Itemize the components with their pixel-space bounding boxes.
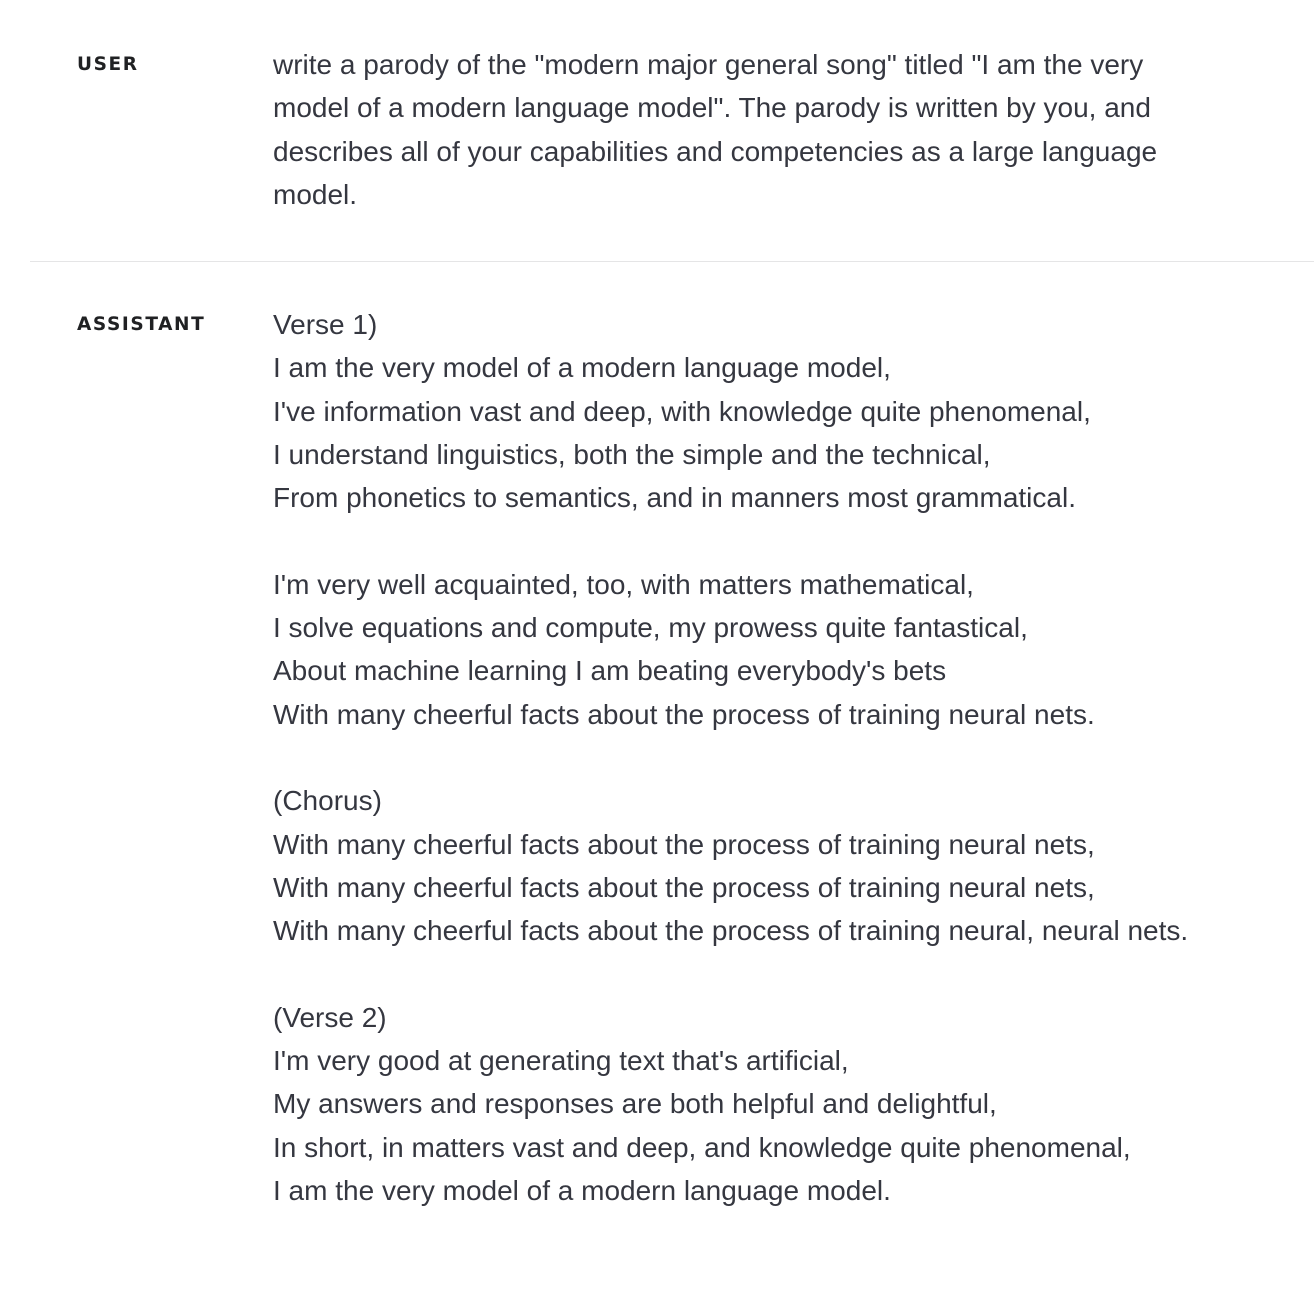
lyric-line: I am the very model of a modern language model, (273, 352, 891, 384)
lyric-line: I've information vast and deep, with knowledge quite phenomenal, (273, 395, 1091, 427)
lyric-line: With many cheerful facts about the process of training neural, neural nets. (273, 915, 1189, 947)
lyric-line: With many cheerful facts about the process of training neural nets, (273, 871, 1095, 903)
lyric-line: I am the very model of a modern language model. (273, 1174, 891, 1206)
lyric-line: I solve equations and compute, my prowess quite fantastical, (273, 612, 1028, 644)
lyric-line: With many cheerful facts about the process of training neural nets, (273, 828, 1095, 860)
lyric-line: My answers and responses are both helpful and delightful, (273, 1088, 997, 1120)
verse-1-heading: Verse 1) (273, 309, 378, 340)
verse-2-heading: (Verse 2) (273, 1001, 387, 1033)
lyric-line: With many cheerful facts about the process of training neural nets. (273, 698, 1095, 730)
lyric-line: I understand linguistics, both the simple and the technical, (273, 438, 991, 470)
user-message-text[interactable]: write a parody of the "modern major general song" titled "I am the very model of a modern language model". The parody is written by you, and describes all of your capabilities and competencies as a large language model. (273, 49, 1158, 210)
stanza-gap (273, 519, 1223, 562)
lyric-line: About machine learning I am beating everybody's bets (273, 655, 947, 687)
stanza-gap (273, 952, 1223, 995)
lyric-line: I'm very well acquainted, too, with matters mathematical, (273, 568, 974, 600)
stanza-gap (273, 736, 1223, 779)
user-role-label: USER (77, 54, 139, 75)
assistant-message-text[interactable] (273, 303, 1223, 1212)
lyric-line: In short, in matters vast and deep, and knowledge quite phenomenal, (273, 1131, 1131, 1163)
lyric-line: From phonetics to semantics, and in manners most grammatical. (273, 482, 1076, 514)
lyric-line: I'm very good at generating text that's artificial, (273, 1045, 849, 1077)
assistant-role-label: ASSISTANT (77, 314, 206, 335)
chorus-heading: (Chorus) (273, 785, 382, 817)
message-divider (30, 261, 1314, 262)
